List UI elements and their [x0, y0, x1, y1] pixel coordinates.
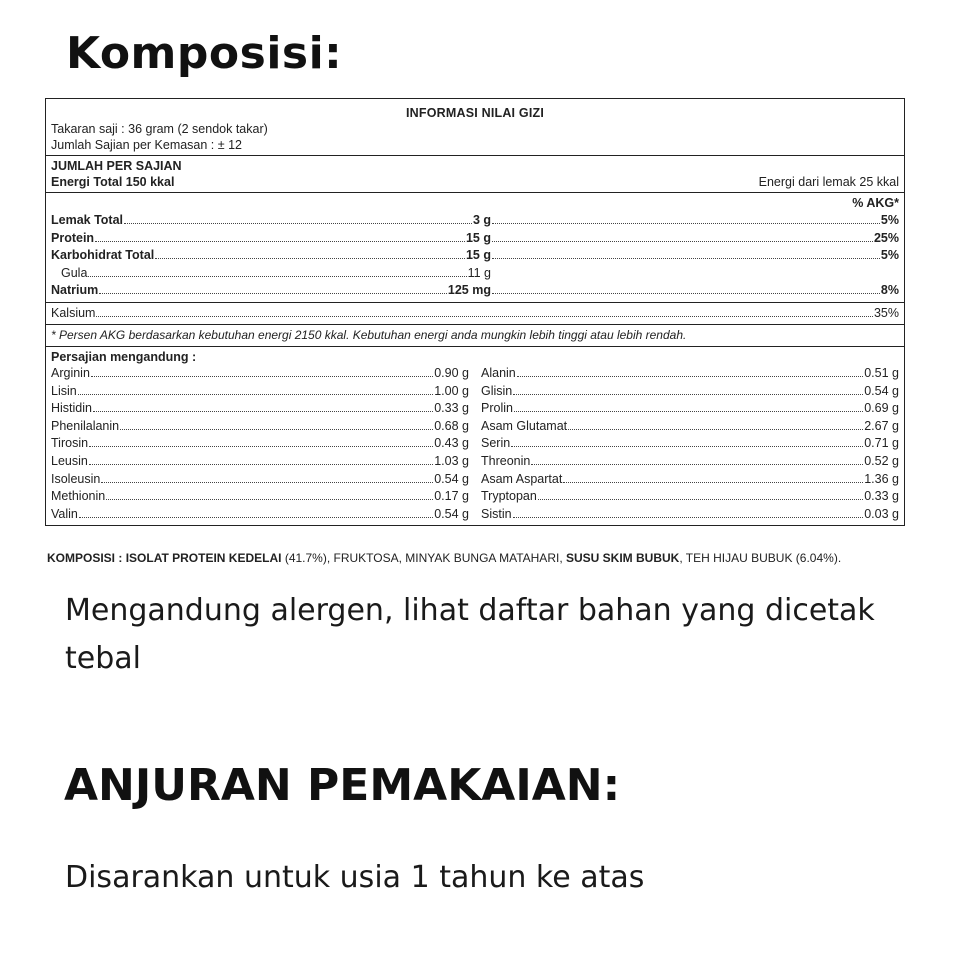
amino-row [481, 506, 899, 524]
amino-row [481, 471, 899, 489]
amino-name: Sistin [481, 506, 512, 521]
amino-name: Tryptopan [481, 489, 537, 504]
amino-name: Methionin [51, 489, 106, 504]
amino-row [481, 488, 899, 506]
amino-value: 1.00 g [434, 383, 469, 398]
amino-value: 0.69 g [864, 401, 899, 416]
ingredients-line [47, 551, 841, 565]
amino-name: Serin [481, 436, 511, 451]
amino-name: Valin [51, 506, 78, 521]
amino-column-left [51, 365, 469, 523]
amino-row [51, 488, 469, 506]
amino-column-right [481, 365, 899, 523]
anjuran-text: Disarankan untuk usia 1 tahun ke atas [65, 860, 645, 895]
macro-akg: 25% [873, 230, 899, 245]
amino-name: Alanin [481, 366, 516, 380]
amino-name: Histidin [51, 401, 92, 416]
macro-name: Karbohidrat Total [51, 248, 155, 262]
energy-section [46, 156, 904, 193]
amino-name: Phenilalanin [51, 418, 120, 433]
serving-info-section [46, 99, 904, 156]
calcium-akg: 35% [873, 305, 899, 320]
amino-value: 0.33 g [864, 489, 899, 504]
amino-row [51, 400, 469, 418]
amino-value: 0.52 g [864, 453, 899, 468]
amino-value: 1.36 g [864, 471, 899, 486]
calcium-name: Kalsium [51, 305, 96, 320]
amino-name: Asam Glutamat [481, 418, 568, 433]
amino-row [51, 435, 469, 453]
komposisi-heading: Komposisi: [66, 28, 343, 79]
ingredient-bold-soy: ISOLAT PROTEIN KEDELAI [125, 551, 282, 565]
ingredients-text: (41.7%), FRUKTOSA, MINYAK BUNGA MATAHARI, [281, 551, 566, 565]
amino-row [481, 383, 899, 401]
energy-row [51, 174, 899, 190]
macro-name: Lemak Total [51, 213, 124, 227]
macro-akg: 5% [880, 213, 899, 227]
energy-from-fat: Energi dari lemak 25 kkal [758, 175, 899, 189]
amino-value: 0.03 g [864, 506, 899, 521]
amino-row [51, 471, 469, 489]
amount-per-serving: JUMLAH PER SAJIAN [51, 159, 182, 173]
amino-name: Lisin [51, 383, 77, 398]
macro-name: Gula [61, 265, 88, 280]
servings-per-pack: Jumlah Sajian per Kemasan : ± 12 [51, 138, 242, 152]
amino-header: Persajian mengandung : [51, 350, 197, 364]
anjuran-heading: ANJURAN PEMAKAIAN: [64, 760, 621, 811]
macro-row-sub [51, 265, 899, 283]
macro-amount: 15 g [465, 230, 491, 245]
akg-header: % AKG* [852, 196, 899, 210]
amino-name: Asam Aspartat [481, 471, 563, 486]
amino-value: 0.33 g [434, 401, 469, 416]
amino-value: 0.71 g [864, 436, 899, 451]
akg-footnote: * Persen AKG berdasarkan kebutuhan energi 2150 kkal. Kebutuhan energi anda mungkin lebih tinggi atau lebih rendah. [51, 328, 687, 342]
ingredient-bold-milk: SUSU SKIM BUBUK [565, 551, 680, 565]
amino-row [51, 418, 469, 436]
amino-value: 0.90 g [434, 366, 469, 380]
amino-row [481, 435, 899, 453]
amino-name: Threonin [481, 453, 531, 468]
ingredients-text-end: , TEH HIJAU BUBUK (6.04%). [679, 551, 842, 565]
amino-row [481, 453, 899, 471]
macro-row [51, 247, 899, 265]
amino-value: 0.54 g [434, 506, 469, 521]
macro-name: Protein [51, 230, 95, 245]
macro-amount: 15 g [465, 248, 491, 262]
macro-amount: 3 g [472, 213, 491, 227]
macro-section [46, 193, 904, 303]
serving-size: Takaran saji : 36 gram (2 sendok takar) [51, 122, 268, 136]
nutrition-title: INFORMASI NILAI GIZI [405, 106, 545, 120]
amino-name: Arginin [51, 366, 90, 380]
amino-row [481, 365, 899, 383]
amino-name: Isoleusin [51, 471, 101, 486]
amino-value: 0.51 g [864, 366, 899, 380]
ingredients-prefix: KOMPOSISI : [47, 551, 126, 565]
macro-amount: 125 mg [447, 283, 491, 297]
amino-name: Tirosin [51, 436, 89, 451]
macro-row [51, 212, 899, 230]
macro-name: Natrium [51, 283, 99, 297]
amino-row [51, 453, 469, 471]
footnote-section [46, 325, 904, 347]
amino-value: 2.67 g [864, 418, 899, 433]
amino-name: Leusin [51, 453, 88, 468]
allergen-notice: Mengandung alergen, lihat daftar bahan yang dicetak tebal [65, 593, 875, 676]
amino-value: 0.54 g [864, 383, 899, 398]
amino-section [46, 347, 904, 525]
amino-row [51, 365, 469, 383]
macro-row [51, 230, 899, 248]
amino-value: 0.68 g [434, 418, 469, 433]
macro-akg: 8% [880, 283, 899, 297]
nutrition-facts-table [45, 98, 905, 526]
amino-row [481, 418, 899, 436]
macro-row [51, 282, 899, 300]
macro-akg: 5% [880, 248, 899, 262]
amino-value: 0.54 g [434, 471, 469, 486]
amino-value: 1.03 g [434, 453, 469, 468]
amino-value: 0.17 g [434, 489, 469, 504]
calcium-row [51, 305, 899, 323]
energy-total: Energi Total 150 kkal [51, 175, 175, 189]
amino-name: Glisin [481, 383, 513, 398]
amino-row [481, 400, 899, 418]
amino-row [51, 383, 469, 401]
calcium-section [46, 303, 904, 326]
amino-name: Prolin [481, 401, 513, 416]
macro-amount: 11 g [467, 265, 491, 280]
amino-value: 0.43 g [434, 436, 469, 451]
amino-row [51, 506, 469, 524]
